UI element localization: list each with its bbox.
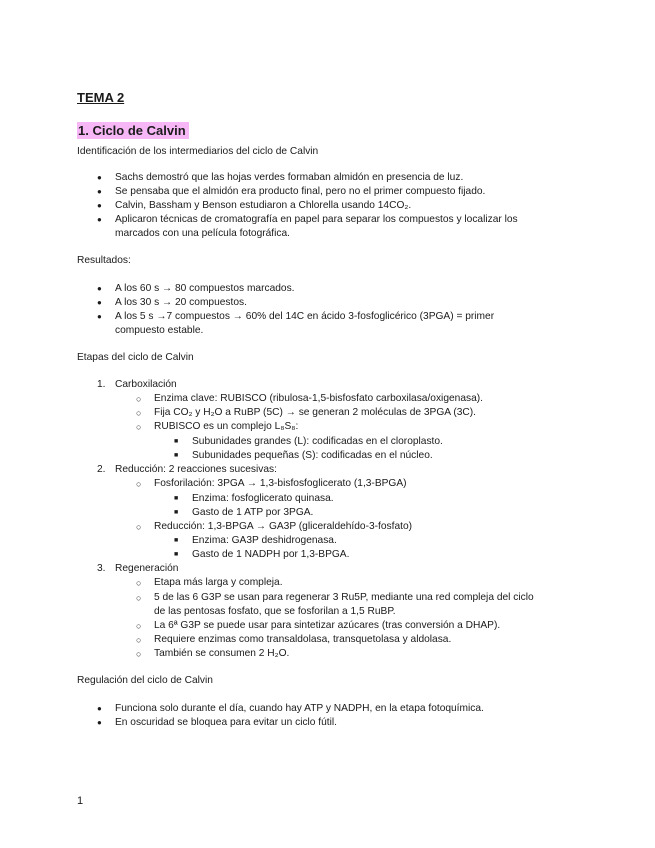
list-item: Aplicaron técnicas de cromatografía en papel para separar los compuestos y localizar los bbox=[115, 214, 518, 225]
list-item: 5 de las 6 G3P se usan para regenerar 3 Ru5P, mediante una red compleja del ciclo bbox=[154, 592, 534, 603]
circle-bullet-icon: ○ bbox=[136, 408, 142, 418]
bullet-icon: ● bbox=[97, 201, 102, 210]
circle-bullet-icon: ○ bbox=[136, 593, 142, 603]
subheading-identificacion: Identificación de los intermediarios del ciclo de Calvin bbox=[77, 146, 319, 157]
list-item-continuation: compuesto estable. bbox=[115, 325, 204, 336]
list-item: Enzima clave: RUBISCO (ribulosa-1,5-bisfosfato carboxilasa/oxigenasa). bbox=[154, 393, 483, 404]
list-item: Gasto de 1 NADPH por 1,3-BPGA. bbox=[192, 549, 350, 560]
bullet-icon: ● bbox=[97, 173, 102, 182]
document-title: TEMA 2 bbox=[77, 90, 125, 105]
subheading-resultados: Resultados: bbox=[77, 255, 131, 266]
bullet-icon: ● bbox=[97, 718, 102, 727]
list-item: Subunidades grandes (L): codificadas en el cloroplasto. bbox=[192, 436, 443, 447]
bullet-icon: ● bbox=[97, 187, 102, 196]
list-item-continuation: marcados con una película fotográfica. bbox=[115, 228, 290, 239]
list-item: Calvin, Bassham y Benson estudiaron a Chlorella usando 14CO₂. bbox=[115, 200, 412, 211]
list-item: Subunidades pequeñas (S): codificadas en el núcleo. bbox=[192, 450, 433, 461]
square-bullet-icon: ■ bbox=[174, 509, 179, 516]
circle-bullet-icon: ○ bbox=[136, 394, 142, 404]
square-bullet-icon: ■ bbox=[174, 452, 179, 459]
bullet-icon: ● bbox=[97, 312, 102, 321]
bullet-icon: ● bbox=[97, 284, 102, 293]
bullet-icon: ● bbox=[97, 298, 102, 307]
list-item: A los 30 s → 20 compuestos. bbox=[115, 297, 247, 308]
page-number: 1 bbox=[77, 795, 84, 807]
circle-bullet-icon: ○ bbox=[136, 649, 142, 659]
list-item: RUBISCO es un complejo L₈S₈: bbox=[154, 421, 299, 432]
list-number: 2. bbox=[97, 464, 106, 475]
stage-title: Reducción: 2 reacciones sucesivas: bbox=[115, 464, 277, 475]
list-item: La 6ª G3P se puede usar para sintetizar azúcares (tras conversión a DHAP). bbox=[154, 620, 501, 631]
list-item: Sachs demostró que las hojas verdes formaban almidón en presencia de luz. bbox=[115, 172, 464, 183]
list-item: También se consumen 2 H₂O. bbox=[154, 648, 290, 659]
list-item-continuation: de las pentosas fosfato, que se fosforilan a 1,5 RuBP. bbox=[154, 606, 396, 617]
list-item: En oscuridad se bloquea para evitar un ciclo fútil. bbox=[115, 717, 337, 728]
circle-bullet-icon: ○ bbox=[136, 578, 142, 588]
list-item: Se pensaba que el almidón era producto final, pero no el primer compuesto fijado. bbox=[115, 186, 486, 197]
subheading-etapas: Etapas del ciclo de Calvin bbox=[77, 352, 194, 363]
circle-bullet-icon: ○ bbox=[136, 479, 142, 489]
list-number: 3. bbox=[97, 563, 106, 574]
square-bullet-icon: ■ bbox=[174, 495, 179, 502]
subheading-regulacion: Regulación del ciclo de Calvin bbox=[77, 675, 213, 686]
circle-bullet-icon: ○ bbox=[136, 522, 142, 532]
list-number: 1. bbox=[97, 379, 106, 390]
square-bullet-icon: ■ bbox=[174, 551, 179, 558]
list-item: Etapa más larga y compleja. bbox=[154, 577, 283, 588]
list-item: Funciona solo durante el día, cuando hay ATP y NADPH, en la etapa fotoquímica. bbox=[115, 703, 484, 714]
list-item: Reducción: 1,3-BPGA → GA3P (gliceraldehído-3-fosfato) bbox=[154, 521, 413, 532]
circle-bullet-icon: ○ bbox=[136, 635, 142, 645]
list-item: Fija CO₂ y H₂O a RuBP (5C) → se generan 2 moléculas de 3PGA (3C). bbox=[154, 407, 476, 418]
list-item: Requiere enzimas como transaldolasa, transquetolasa y aldolasa. bbox=[154, 634, 452, 645]
circle-bullet-icon: ○ bbox=[136, 621, 142, 631]
bullet-icon: ● bbox=[97, 215, 102, 224]
list-item: A los 5 s →7 compuestos → 60% del 14C en ácido 3-fosfoglicérico (3PGA) = primer bbox=[115, 311, 495, 322]
circle-bullet-icon: ○ bbox=[136, 422, 142, 432]
section-heading-highlighted: 1. Ciclo de Calvin bbox=[77, 122, 189, 139]
stage-title: Carboxilación bbox=[115, 379, 177, 390]
list-item: Enzima: fosfoglicerato quinasa. bbox=[192, 493, 334, 504]
bullet-icon: ● bbox=[97, 704, 102, 713]
list-item: Enzima: GA3P deshidrogenasa. bbox=[192, 535, 337, 546]
list-item: A los 60 s → 80 compuestos marcados. bbox=[115, 283, 295, 294]
stage-title: Regeneración bbox=[115, 563, 179, 574]
list-item: Fosforilación: 3PGA → 1,3-bisfosfoglicerato (1,3-BPGA) bbox=[154, 478, 407, 489]
square-bullet-icon: ■ bbox=[174, 537, 179, 544]
square-bullet-icon: ■ bbox=[174, 438, 179, 445]
list-item: Gasto de 1 ATP por 3PGA. bbox=[192, 507, 314, 518]
